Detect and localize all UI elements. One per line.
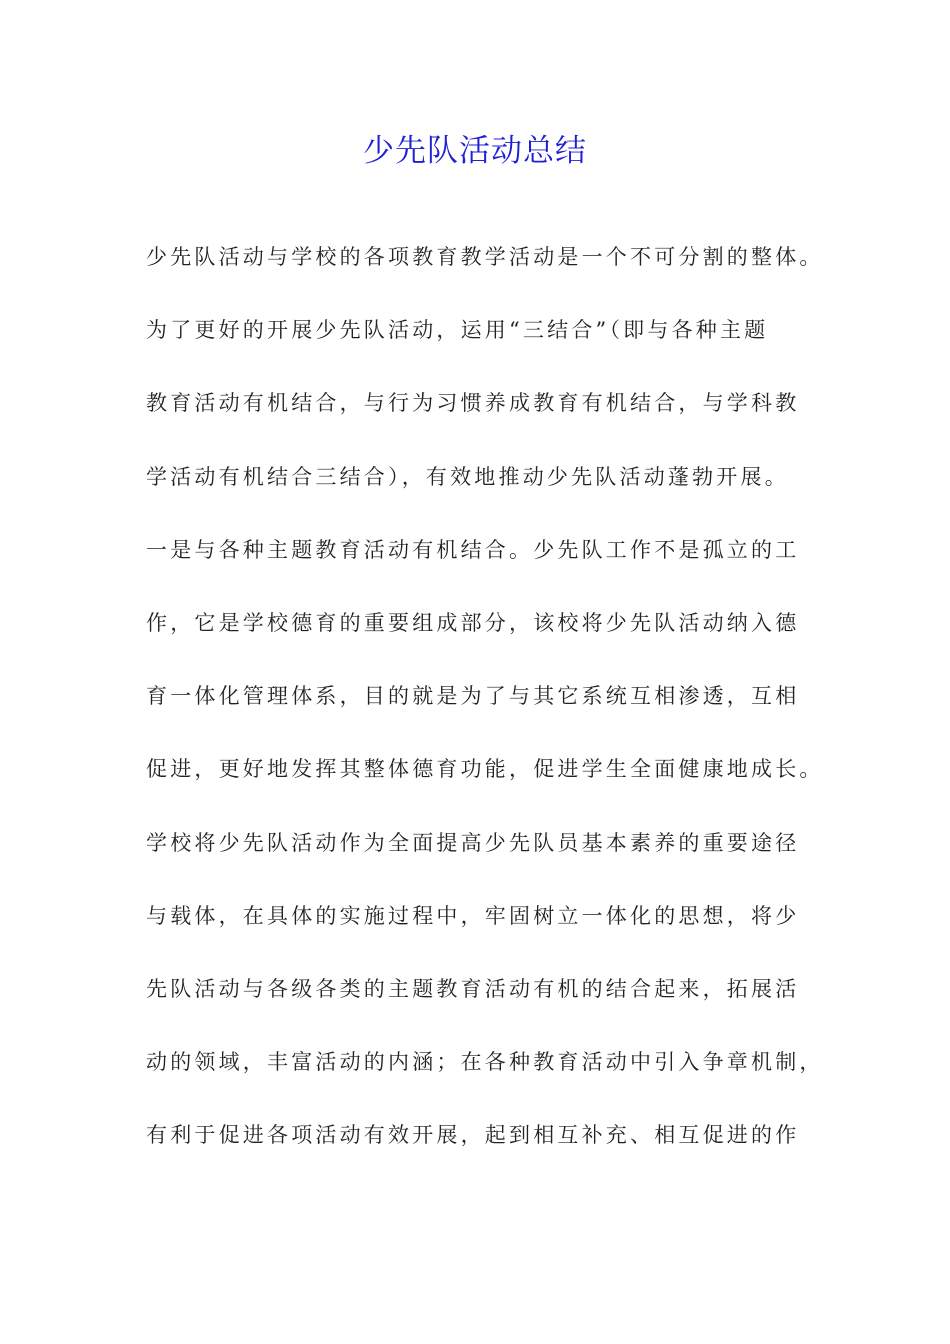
body-line: 学活动有机结合三结合），有效地推动少先队活动蓬勃开展。 — [146, 464, 789, 489]
body-line: 促进，更好地发挥其整体德育功能，促进学生全面健康地成长。 — [146, 757, 824, 782]
document-body — [146, 240, 826, 1191]
body-line: 有利于促进各项活动有效开展，起到相互补充、相互促进的作 — [146, 1123, 800, 1148]
body-line: 先队活动与各级各类的主题教育活动有机的结合起来，拓展活 — [146, 976, 800, 1001]
body-line: 与载体，在具体的实施过程中，牢固树立一体化的思想，将少 — [146, 903, 800, 928]
body-line: 教育活动有机结合，与行为习惯养成教育有机结合，与学科教 — [146, 391, 800, 416]
body-line: 为了更好的开展少先队活动，运用“三结合”（即与各种主题 — [146, 318, 769, 343]
body-line: 育一体化管理体系，目的就是为了与其它系统互相渗透，互相 — [146, 684, 800, 709]
body-line: 少先队活动与学校的各项教育教学活动是一个不可分割的整体。 — [146, 245, 824, 269]
body-line: 学校将少先队活动作为全面提高少先队员基本素养的重要途径 — [146, 830, 800, 855]
document-title: 少先队活动总结 — [363, 133, 587, 169]
body-line: 动的领域，丰富活动的内涵；在各种教育活动中引入争章机制， — [146, 1050, 824, 1075]
body-line: 一是与各种主题教育活动有机结合。少先队工作不是孤立的工 — [146, 537, 800, 562]
body-line: 作，它是学校德育的重要组成部分，该校将少先队活动纳入德 — [146, 610, 800, 635]
